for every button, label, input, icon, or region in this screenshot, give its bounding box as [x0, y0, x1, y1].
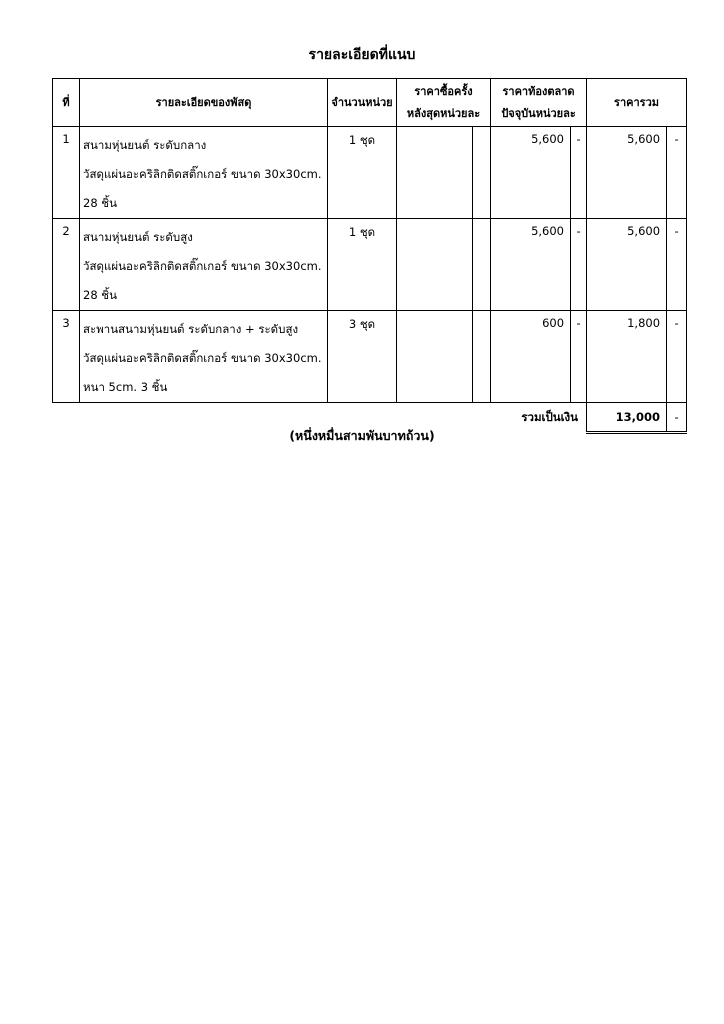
header-last-price-line2: หลังสุดหน่วยละ	[406, 106, 481, 120]
item-desc-line: 28 ชิ้น	[83, 288, 117, 302]
total-label: รวมเป็นเงิน	[521, 409, 579, 424]
header-last-price	[397, 79, 491, 127]
item-no: 3	[53, 311, 80, 403]
item-desc	[80, 311, 328, 403]
item-qty: 3 ชุด	[328, 311, 397, 403]
header-last-price-line1: ราคาซื้อครั้ง	[414, 84, 473, 98]
item-desc-line: สนามหุ่นยนต์ ระดับกลาง	[83, 138, 207, 152]
item-last-price	[397, 127, 473, 219]
grand-total-satang: -	[667, 403, 687, 433]
item-qty: 1 ชุด	[328, 219, 397, 311]
item-desc-line: หนา 5cm. 3 ชิ้น	[83, 380, 168, 394]
header-market-price-line1: ราคาท้องตลาด	[502, 84, 575, 98]
item-total-satang: -	[667, 311, 687, 403]
header-row	[53, 79, 687, 127]
table-row	[53, 311, 687, 403]
item-last-price-satang	[473, 311, 491, 403]
header-market-price	[491, 79, 587, 127]
grand-total: 13,000	[587, 403, 667, 433]
header-market-price-line2: ปัจจุบันหน่วยละ	[501, 106, 576, 120]
item-desc-line: วัสดุแผ่นอะคริลิกติดสติ๊กเกอร์ ขนาด 30x30cm.	[83, 351, 322, 365]
item-last-price-satang	[473, 219, 491, 311]
item-desc-line: วัสดุแผ่นอะคริลิกติดสติ๊กเกอร์ ขนาด 30x30cm.	[83, 259, 322, 273]
header-no: ที่	[53, 79, 80, 127]
item-qty: 1 ชุด	[328, 127, 397, 219]
table-row	[53, 127, 687, 219]
item-market-price: 600	[491, 311, 571, 403]
item-total-satang: -	[667, 127, 687, 219]
item-desc-line: สะพานสนามหุ่นยนต์ ระดับกลาง + ระดับสูง	[83, 322, 299, 336]
item-total: 1,800	[587, 311, 667, 403]
item-no: 1	[53, 127, 80, 219]
item-desc	[80, 219, 328, 311]
header-desc: รายละเอียดของพัสดุ	[80, 79, 328, 127]
table-row	[53, 219, 687, 311]
item-market-satang: -	[571, 311, 587, 403]
item-last-price	[397, 311, 473, 403]
item-total: 5,600	[587, 219, 667, 311]
items-table	[52, 78, 687, 434]
total-in-words: (หนึ่งหมื่นสามพันบาทถ้วน)	[289, 428, 435, 443]
header-total: ราคารวม	[587, 79, 687, 127]
item-total-satang: -	[667, 219, 687, 311]
item-last-price	[397, 219, 473, 311]
item-desc-line: 28 ชิ้น	[83, 196, 117, 210]
item-no: 2	[53, 219, 80, 311]
item-total: 5,600	[587, 127, 667, 219]
item-market-price: 5,600	[491, 219, 571, 311]
item-desc-line: สนามหุ่นยนต์ ระดับสูง	[83, 230, 193, 244]
item-desc	[80, 127, 328, 219]
item-desc-line: วัสดุแผ่นอะคริลิกติดสติ๊กเกอร์ ขนาด 30x30cm.	[83, 167, 322, 181]
item-market-satang: -	[571, 127, 587, 219]
item-market-price: 5,600	[491, 127, 571, 219]
document-title: รายละเอียดที่แนบ	[308, 47, 416, 63]
header-qty: จำนวนหน่วย	[328, 79, 397, 127]
item-last-price-satang	[473, 127, 491, 219]
item-market-satang: -	[571, 219, 587, 311]
